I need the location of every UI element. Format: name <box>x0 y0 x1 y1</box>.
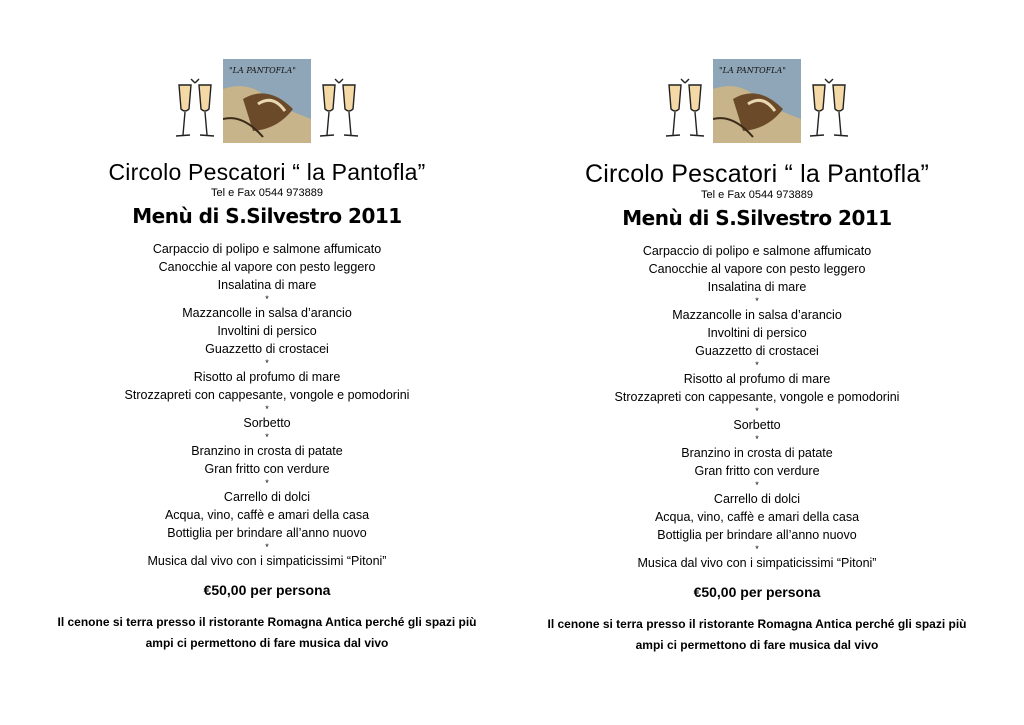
menu-item: Carpaccio di polipo e salmone affumicato <box>152 242 382 256</box>
logo-row <box>22 55 512 143</box>
champagne-glasses-icon <box>171 75 219 143</box>
menu-item: Branzino in crosta di patate <box>681 446 833 460</box>
course-separator: * <box>755 360 759 370</box>
champagne-glasses-icon <box>805 75 853 143</box>
menu-item: Insalatina di mare <box>707 280 807 294</box>
pantofla-logo-image <box>713 59 801 143</box>
venue-note-line2: ampi ci permettono di fare musica dal vivo <box>635 638 879 652</box>
menu-item: Gran fritto con verdure <box>204 462 330 476</box>
menu-item: Gran fritto con verdure <box>694 464 820 478</box>
course-separator: * <box>755 406 759 416</box>
course-separator: * <box>265 358 269 368</box>
course-separator: * <box>265 432 269 442</box>
price: €50,00 per persona <box>693 584 821 600</box>
menu-item: Risotto al profumo di mare <box>683 372 831 386</box>
pantofla-logo-image <box>223 59 311 143</box>
phone-fax: Tel e Fax 0544 973889 <box>701 189 813 201</box>
menu-item: Acqua, vino, caffè e amari della casa <box>654 510 860 524</box>
menu-item: Canocchie al vapore con pesto leggero <box>158 260 376 274</box>
club-title: Circolo Pescatori “ la Pantofla” <box>108 159 426 185</box>
phone-fax: Tel e Fax 0544 973889 <box>211 187 323 199</box>
menu-title: Menù di S.Silvestro 2011 <box>622 206 892 230</box>
menu-item: Carrello di dolci <box>223 490 311 504</box>
menu-items <box>512 242 1002 572</box>
menu-item: Mazzancolle in salsa d’arancio <box>672 308 842 322</box>
menu-item: Strozzapreti con cappesante, vongole e pomodorini <box>614 390 900 404</box>
club-title: Circolo Pescatori “ la Pantofla” <box>584 160 930 188</box>
course-separator: * <box>755 434 759 444</box>
menu-item: Carpaccio di polipo e salmone affumicato <box>642 244 872 258</box>
menu-item: Canocchie al vapore con pesto leggero <box>648 262 866 276</box>
menu-item: Strozzapreti con cappesante, vongole e pomodorini <box>124 388 410 402</box>
course-separator: * <box>265 294 269 304</box>
menu-item: Mazzancolle in salsa d’arancio <box>182 306 352 320</box>
course-separator: * <box>265 404 269 414</box>
champagne-glasses-icon <box>315 75 363 143</box>
venue-note-line2: ampi ci permettono di fare musica dal vivo <box>145 636 389 650</box>
venue-note <box>22 612 512 654</box>
menu-item: Guazzetto di crostacei <box>695 344 819 358</box>
menu-item: Acqua, vino, caffè e amari della casa <box>164 508 370 522</box>
menu-item: Involtini di persico <box>707 326 807 340</box>
menu-item: Insalatina di mare <box>217 278 317 292</box>
logo-text: "LA PANTOFLA" <box>229 66 296 75</box>
course-separator: * <box>265 478 269 488</box>
menu-items <box>22 240 512 570</box>
menu-item: Branzino in crosta di patate <box>191 444 343 458</box>
menu-item: Involtini di persico <box>217 324 317 338</box>
menu-item: Musica dal vivo con i simpaticissimi “Pitoni” <box>147 554 387 568</box>
menu-card-right <box>512 55 1002 656</box>
menu-item: Sorbetto <box>243 416 291 430</box>
menu-item: Musica dal vivo con i simpaticissimi “Pitoni” <box>637 556 877 570</box>
logo-text: "LA PANTOFLA" <box>719 66 786 75</box>
course-separator: * <box>265 542 269 552</box>
champagne-glasses-icon <box>661 75 709 143</box>
venue-note <box>512 614 1002 656</box>
venue-note-line1: Il cenone si terra presso il ristorante Romagna Antica perché gli spazi più <box>547 617 967 631</box>
menu-item: Sorbetto <box>733 418 781 432</box>
menu-item: Risotto al profumo di mare <box>193 370 341 384</box>
logo-row <box>512 55 1002 143</box>
menu-item: Bottiglia per brindare all’anno nuovo <box>167 526 367 540</box>
course-separator: * <box>755 480 759 490</box>
menu-title: Menù di S.Silvestro 2011 <box>132 204 402 228</box>
menu-item: Guazzetto di crostacei <box>205 342 329 356</box>
course-separator: * <box>755 544 759 554</box>
price: €50,00 per persona <box>203 582 331 598</box>
menu-item: Bottiglia per brindare all’anno nuovo <box>657 528 857 542</box>
menu-card-left <box>22 55 512 654</box>
menu-item: Carrello di dolci <box>713 492 801 506</box>
course-separator: * <box>755 296 759 306</box>
venue-note-line1: Il cenone si terra presso il ristorante Romagna Antica perché gli spazi più <box>57 615 477 629</box>
